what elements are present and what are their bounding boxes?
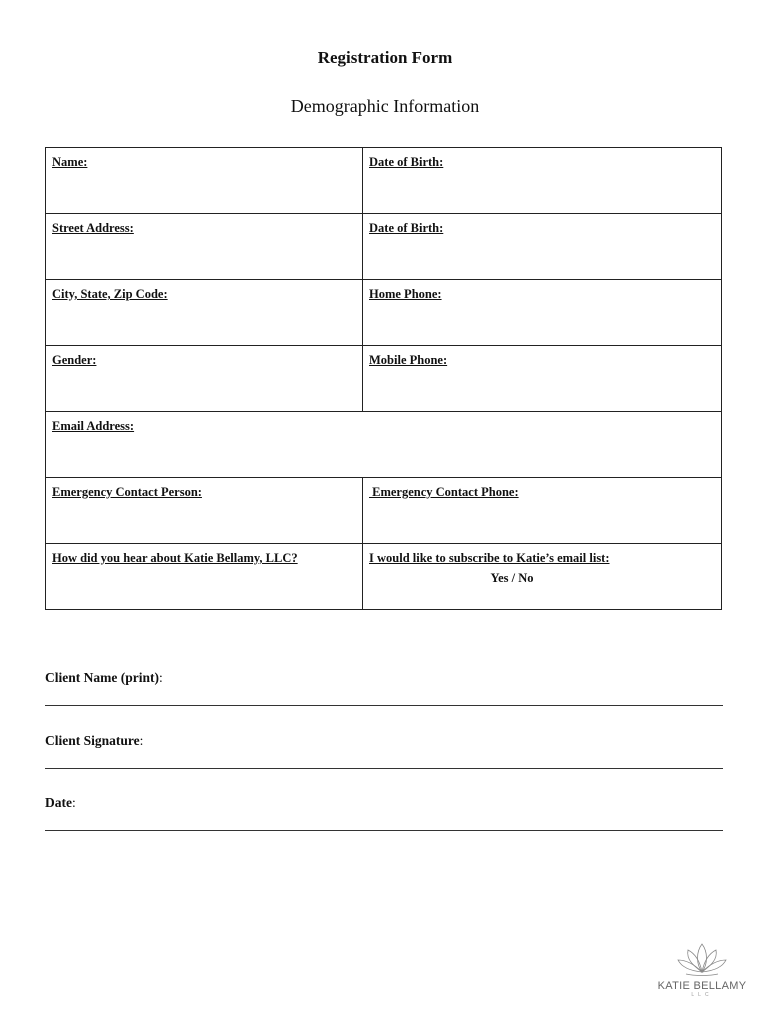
street-address-label: Street Address:	[52, 221, 134, 235]
yes-no-option[interactable]: Yes / No	[490, 571, 534, 585]
city-state-zip-label: City, State, Zip Code:	[52, 287, 168, 301]
table-row	[46, 280, 722, 346]
table-row	[46, 346, 722, 412]
client-name-line[interactable]	[45, 705, 723, 706]
emergency-contact-phone-label: Emergency Contact Phone:	[369, 485, 519, 499]
home-phone-label: Home Phone:	[369, 287, 442, 301]
name-field[interactable]	[46, 148, 363, 214]
city-state-zip-field[interactable]	[46, 280, 363, 346]
table-row	[46, 214, 722, 280]
referral-source-label: How did you hear about Katie Bellamy, LLC?	[52, 551, 298, 565]
street-address-field[interactable]	[46, 214, 363, 280]
logo-suffix: LLC	[691, 992, 713, 998]
client-signature-label: Client Signature:	[45, 733, 144, 748]
emergency-contact-phone-field[interactable]	[363, 478, 722, 544]
mobile-phone-field[interactable]	[363, 346, 722, 412]
client-signature-line[interactable]	[45, 768, 723, 769]
gender-label: Gender:	[52, 353, 97, 367]
email-address-label: Email Address:	[52, 419, 135, 433]
email-address-field[interactable]	[46, 412, 722, 478]
dob-label: Date of Birth:	[369, 155, 444, 169]
referral-source-field[interactable]	[46, 544, 363, 610]
table-row	[46, 544, 722, 610]
demographic-table	[45, 147, 722, 610]
gender-field[interactable]	[46, 346, 363, 412]
home-phone-field[interactable]	[363, 280, 722, 346]
table-row	[46, 412, 722, 478]
table-row	[46, 148, 722, 214]
mobile-phone-label: Mobile Phone:	[369, 353, 448, 367]
company-logo	[652, 940, 752, 1010]
emergency-contact-person-field[interactable]	[46, 478, 363, 544]
date-line[interactable]	[45, 830, 723, 831]
table-row	[46, 478, 722, 544]
logo-name: KATIE BELLAMY	[657, 980, 747, 992]
dob-field[interactable]	[363, 148, 722, 214]
name-label: Name:	[52, 155, 88, 169]
dob-label-2: Date of Birth:	[369, 221, 444, 235]
email-list-subscribe-field	[363, 544, 722, 610]
form-title: Registration Form	[317, 48, 453, 67]
email-list-subscribe-label: I would like to subscribe to Katie’s email list:	[369, 551, 610, 565]
date-label: Date:	[45, 795, 76, 810]
lotus-icon	[672, 940, 732, 980]
form-subtitle: Demographic Information	[290, 96, 480, 116]
dob-field-2[interactable]	[363, 214, 722, 280]
client-name-label: Client Name (print):	[45, 670, 163, 685]
emergency-contact-person-label: Emergency Contact Person:	[52, 485, 202, 499]
